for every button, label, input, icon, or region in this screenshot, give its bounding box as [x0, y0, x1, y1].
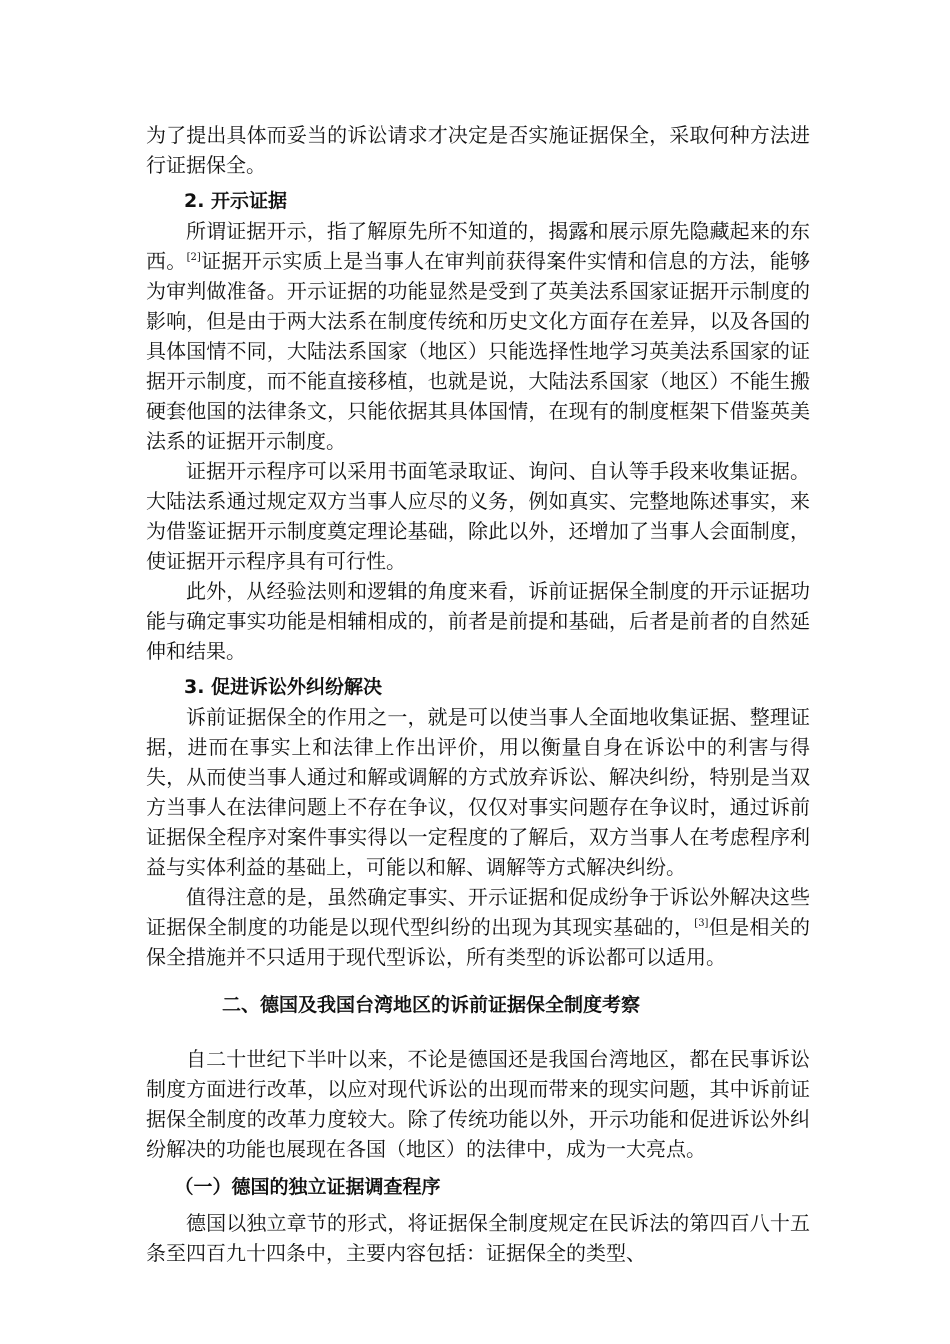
- paragraph-germany: 德国以独立章节的形式，将证据保全制度规定在民诉法的第四百八十五条至四百九十四条中，主要内容包括：证据保全的类型、: [146, 1211, 810, 1265]
- section-heading-2: 二、德国及我国台湾地区的诉前证据保全制度考察: [222, 994, 641, 1016]
- paragraph-dispute-resolution: 诉前证据保全的作用之一，就是可以使当事人全面地收集证据、整理证据，进而在事实上和法律上作出评价，用以衡量自身在诉讼中的利害与得失，从而使当事人通过和解或调解的方式放弃诉讼、解决纠纷，特别是当双方当事人在法律问题上不存在争议，仅仅对事实问题存在争议时，通过诉前证据保全程序对案件事实得以一定程度的了解后，双方当事人在考虑程序利益与实体利益的基础上，可能以和解、调解等方式解决纠纷。: [146, 705, 810, 879]
- text-run: 所谓证据开示，指了解原先所不知道的，揭露和展示原先隐藏起来的东西。: [146, 219, 810, 273]
- footnote-ref-2[interactable]: [2]: [186, 252, 201, 263]
- paragraph-discovery-relation: 此外，从经验法则和逻辑的角度来看，诉前证据保全制度的开示证据功能与确定事实功能是相辅相成的，前者是前提和基础，后者是前者的自然延伸和结果。: [146, 579, 810, 663]
- paragraph-continuation: 为了提出具体而妥当的诉讼请求才决定是否实施证据保全，采取何种方法进行证据保全。: [146, 123, 810, 177]
- paragraph-discovery-procedure: 证据开示程序可以采用书面笔录取证、询问、自认等手段来收集证据。大陆法系通过规定双方当事人应尽的义务，例如真实、完整地陈述事实，来为借鉴证据开示制度奠定理论基础，除此以外，还增加了当事人会面制度，使证据开示程序具有可行性。: [146, 459, 810, 573]
- text-run: 证据开示实质上是当事人在审判前获得案件实情和信息的方法，能够为审判做准备。开示证据的功能显然是受到了英美法系国家证据开示制度的影响，但是由于两大法系在制度传统和历史文化方面存在差异，以及各国的具体国情不同，大陆法系国家（地区）只能选择性地学习英美法系国家的证据开示制度，而不能直接移植，也就是说，大陆法系国家（地区）不能生搬硬套他国的法律条文，只能依据其具体国情，在现有的制度框架下借鉴英美法系的证据开示制度。: [146, 249, 811, 453]
- subsection-heading-germany: （一）德国的独立证据调查程序: [174, 1176, 441, 1198]
- document-page: [146, 120, 810, 1268]
- paragraph-reform-overview: 自二十世纪下半叶以来，不论是德国还是我国台湾地区，都在民事诉讼制度方面进行改革，以应对现代诉讼的出现而带来的现实问题，其中诉前证据保全制度的改革力度较大。除了传统功能以外，开示功能和促进诉讼外纠纷解决的功能也展现在各国（地区）的法律中，成为一大亮点。: [146, 1047, 810, 1161]
- text-run: 但是相关的保全措施并不只适用于现代型诉讼，所有类型的诉讼都可以适用。: [146, 915, 811, 969]
- paragraph-discovery-definition: [146, 216, 810, 456]
- paragraph-note: [146, 882, 810, 972]
- footnote-ref-3[interactable]: [3]: [694, 918, 709, 929]
- text-run: 值得注意的是，虽然确定事实、开示证据和促成纷争于诉讼外解决这些证据保全制度的功能是以现代型纠纷的出现为其现实基础的，: [146, 885, 810, 939]
- subheading-dispute-resolution: 3. 促进诉讼外纠纷解决: [184, 676, 383, 698]
- subheading-discovery: 2. 开示证据: [184, 190, 288, 212]
